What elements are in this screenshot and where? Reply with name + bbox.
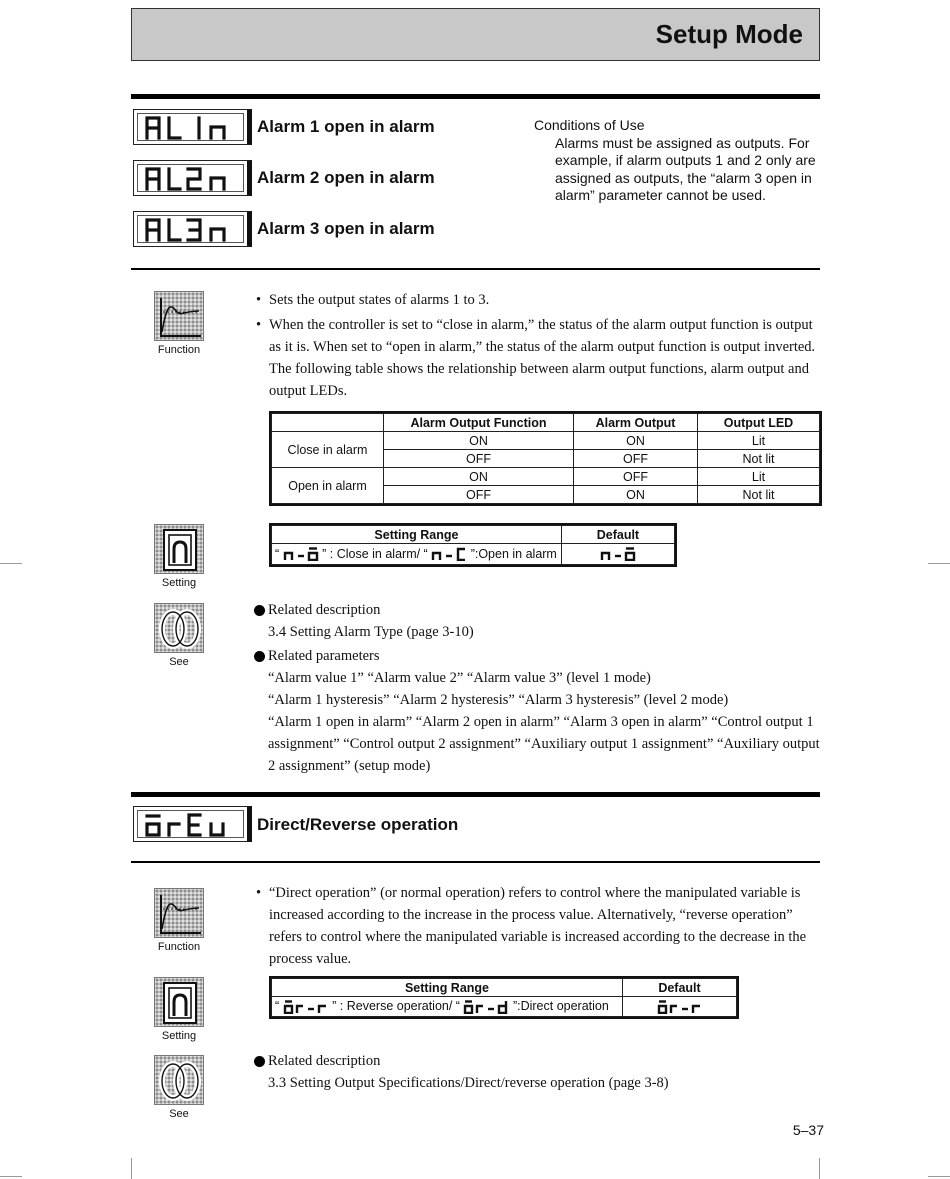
setting-range-table xyxy=(269,523,677,567)
lcd-code-al3n xyxy=(144,216,234,242)
setting-range-cell: “ ” : Close in alarm/ “ ”:Open in alarm xyxy=(272,544,562,565)
param-label-al2n: Alarm 2 open in alarm xyxy=(257,168,435,187)
table-header: Default xyxy=(561,526,674,544)
section-rule xyxy=(131,792,820,797)
table-cell: Not lit xyxy=(698,486,820,504)
crop-mark xyxy=(928,563,950,564)
setting-icon-block xyxy=(134,977,224,1042)
setting-label: Setting xyxy=(161,577,197,589)
table-cell: ON xyxy=(384,432,574,450)
lcd-param-orev xyxy=(133,806,252,842)
lcd-param-al2n xyxy=(133,160,252,196)
setting-label: Setting xyxy=(161,1030,197,1042)
function-icon-block xyxy=(134,291,224,356)
related-parameter-line: “Alarm 1 open in alarm” “Alarm 2 open in alarm” “Alarm 3 open in alarm” “Control output 1 assignment” “Control output 2 assignment” “Auxiliary output 1 assignment” “Auxiliary output 2 assignment” (setup mode) xyxy=(268,714,820,774)
crop-mark xyxy=(928,1176,950,1177)
function-icon-block xyxy=(134,888,224,953)
lcd-code-default-or-r xyxy=(657,1000,703,1014)
function-description xyxy=(256,289,822,402)
conditions-title: Conditions of Use xyxy=(534,117,645,133)
crop-mark xyxy=(0,563,22,564)
setting-range-table xyxy=(269,976,739,1019)
table-header: Setting Range xyxy=(272,526,562,544)
group-name: Close in alarm xyxy=(272,432,384,468)
lcd-param-al1n xyxy=(133,109,252,145)
section-rule xyxy=(131,861,820,863)
section-rule xyxy=(131,268,820,270)
setting-icon-block xyxy=(134,524,224,589)
bullet-item: • When the controller is set to “close in alarm,” the status of the alarm output function is output as it is. When set to “open in alarm,” the status of the alarm output function is output inverted. The following table shows the relationship between alarm output functions, alarm output and output LEDs. xyxy=(256,314,822,402)
related-parameter-line: “Alarm value 1” “Alarm value 2” “Alarm value 3” (level 1 mode) xyxy=(268,670,651,686)
related-parameters-title: Related parameters xyxy=(254,645,820,667)
function-icon xyxy=(154,888,204,938)
table-header: Setting Range xyxy=(272,979,623,997)
related-parameter-line: “Alarm 1 hysteresis” “Alarm 2 hysteresis” “Alarm 3 hysteresis” (level 2 mode) xyxy=(268,692,729,708)
related-description: 3.4 Setting Alarm Type (page 3-10) xyxy=(268,624,474,640)
see-icon-block xyxy=(134,1055,224,1120)
table-cell: Lit xyxy=(698,468,820,486)
table-header: Default xyxy=(623,979,737,997)
table-cell: OFF xyxy=(384,486,574,504)
table-cell: OFF xyxy=(384,450,574,468)
table-row xyxy=(272,544,675,565)
see-label: See xyxy=(169,656,189,668)
default-cell xyxy=(623,997,737,1017)
lcd-code-al1n xyxy=(144,114,234,140)
section-rule xyxy=(131,94,820,99)
conditions-body: Alarms must be assigned as outputs. For example, if alarm outputs 1 and 2 only are assigned as outputs, the “alarm 3 open in alarm” parameter cannot be used. xyxy=(555,134,816,203)
lcd-code-orev xyxy=(144,811,234,837)
table-cell: ON xyxy=(574,432,698,450)
related-description: 3.3 Setting Output Specifications/Direct/reverse operation (page 3-8) xyxy=(268,1075,669,1091)
lcd-code-or-d xyxy=(463,1000,509,1014)
see-icon-block xyxy=(134,603,224,668)
group-name: Open in alarm xyxy=(272,468,384,504)
table-header: Alarm Output xyxy=(574,414,698,432)
table-row xyxy=(272,468,820,486)
table-header xyxy=(272,414,384,432)
param-label-orev: Direct/Reverse operation xyxy=(257,815,459,834)
table-row xyxy=(272,432,820,450)
function-icon xyxy=(154,291,204,341)
conditions-of-use xyxy=(534,117,824,205)
bullet-item: • “Direct operation” (or normal operation) refers to control where the manipulated variable is increased according to the increase in the process value. Alternatively, “reverse operation” refers to control where the manipulated variable is increased according to the decrease in the process value. xyxy=(256,882,822,970)
table-cell: ON xyxy=(574,486,698,504)
related-description-title: Related description xyxy=(254,1050,820,1072)
related-info xyxy=(254,599,820,777)
table-cell: OFF xyxy=(574,468,698,486)
crop-mark xyxy=(819,1158,820,1179)
see-label: See xyxy=(169,1108,189,1120)
lcd-code-n-o xyxy=(283,547,319,561)
function-label: Function xyxy=(157,941,201,953)
bullet-item: • Sets the output states of alarms 1 to 3. xyxy=(256,289,822,311)
table-cell: Lit xyxy=(698,432,820,450)
table-cell: ON xyxy=(384,468,574,486)
crop-mark xyxy=(131,1158,132,1179)
param-label-al1n: Alarm 1 open in alarm xyxy=(257,117,435,136)
table-header: Output LED xyxy=(698,414,820,432)
related-info xyxy=(254,1050,820,1094)
param-label-al3n: Alarm 3 open in alarm xyxy=(257,219,435,238)
see-icon xyxy=(154,1055,204,1105)
related-description-title: Related description xyxy=(254,599,820,621)
setting-icon xyxy=(154,977,204,1027)
table-row xyxy=(272,997,737,1017)
lcd-code-al2n xyxy=(144,165,234,191)
lcd-param-al3n xyxy=(133,211,252,247)
page-number: 5–37 xyxy=(792,1122,824,1138)
function-description xyxy=(256,882,822,970)
lcd-code-or-r xyxy=(283,1000,329,1014)
lcd-code-default-n-o xyxy=(600,547,636,561)
crop-mark xyxy=(0,1176,22,1177)
lcd-code-n-c xyxy=(431,547,467,561)
table-cell: OFF xyxy=(574,450,698,468)
table-header: Alarm Output Function xyxy=(384,414,574,432)
setting-icon xyxy=(154,524,204,574)
page-header xyxy=(131,8,820,61)
alarm-relation-table xyxy=(269,411,822,506)
see-icon xyxy=(154,603,204,653)
setting-range-cell: “ ” : Reverse operation/ “ ”:Direct operation xyxy=(272,997,623,1017)
page-title: Setup Mode xyxy=(655,19,803,49)
default-cell xyxy=(561,544,674,565)
table-cell: Not lit xyxy=(698,450,820,468)
function-label: Function xyxy=(157,344,201,356)
